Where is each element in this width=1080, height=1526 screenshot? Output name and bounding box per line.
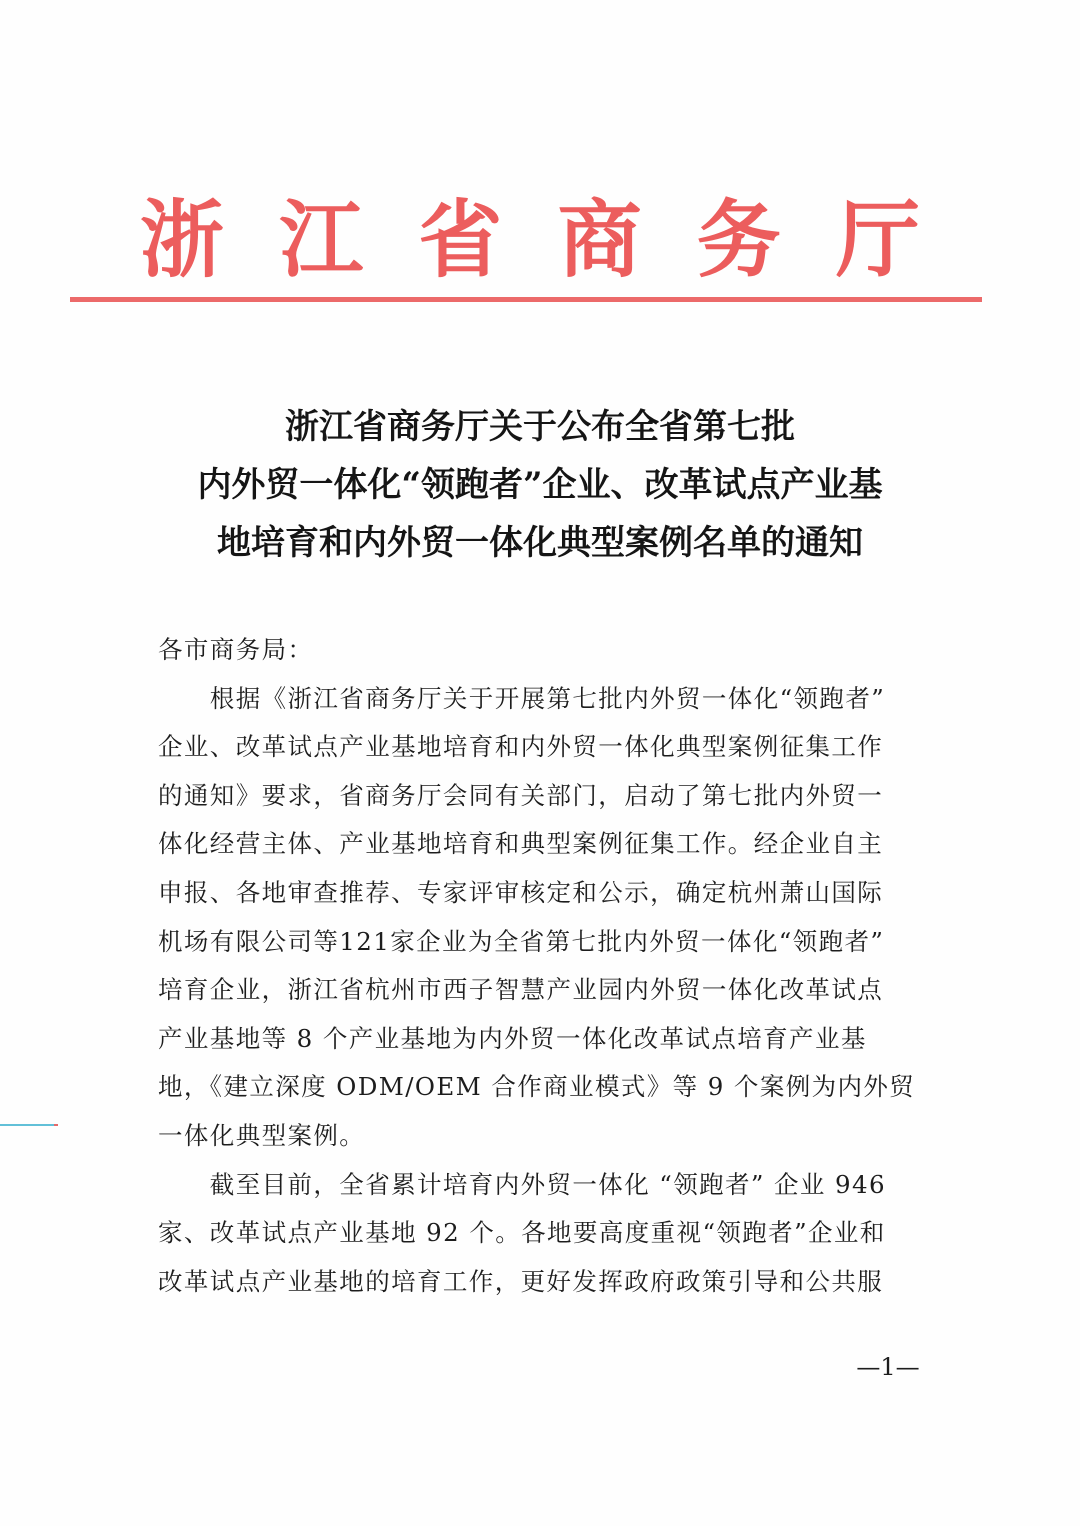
paragraph-1-line: 申报、各地审查推荐、专家评审核定和公示，确定杭州萧山国际 [158,877,884,907]
letterhead-char: 厅 [835,190,920,289]
paragraph-1-line: 的通知》要求，省商务厅会同有关部门，启动了第七批内外贸一 [158,780,884,810]
paragraph-2-line: 改革试点产业基地的培育工作，更好发挥政府政策引导和公共服 [158,1266,884,1296]
letterhead [140,190,920,290]
paragraph-2-line: 家、改革试点产业基地 92 个。各地要高度重视“领跑者”企业和 [158,1218,886,1248]
letterhead-char: 商 [557,190,642,289]
paragraph-1-line: 培育企业，浙江省杭州市西子智慧产业园内外贸一体化改革试点 [158,975,884,1005]
paragraph-1-line: 一体化典型案例。 [158,1120,366,1150]
paragraph-2-line: 截至目前，全省累计培育内外贸一体化 “领跑者” 企业 946 [158,1169,886,1199]
salutation: 各市商务局： [158,635,314,664]
scan-artifact-mark [0,1124,54,1126]
paragraph-1-line: 体化经营主体、产业基地培育和典型案例征集工作。经企业自主 [158,829,884,859]
paragraph-1-line: 根据《浙江省商务厅关于开展第七批内外贸一体化“领跑者” [158,683,886,713]
document-title [100,398,980,572]
title-line: 浙江省商务厅关于公布全省第七批 [285,407,795,447]
paragraph-1-line: 地，《建立深度 ODM/OEM 合作商业模式》等 9 个案例为内外贸 [158,1072,916,1102]
letterhead-divider [70,297,982,302]
title-line: 地培育和内外贸一体化典型案例名单的通知 [217,523,863,563]
letterhead-char: 浙 [140,190,225,289]
paragraph-1-line: 机场有限公司等121家企业为全省第七批内外贸一体化“领跑者” [158,926,885,956]
letterhead-char: 务 [696,190,781,289]
letterhead-char: 江 [279,190,364,289]
document-body [158,626,926,1306]
letterhead-char: 省 [418,190,503,289]
paragraph-1-line: 企业、改革试点产业基地培育和内外贸一体化典型案例征集工作 [158,732,884,762]
title-line: 内外贸一体化“领跑者”企业、改革试点产业基 [197,465,883,505]
paragraph-1-line: 产业基地等 8 个产业基地为内外贸一体化改革试点培育产业基 [158,1023,867,1053]
page-number: —1— [856,1353,920,1381]
